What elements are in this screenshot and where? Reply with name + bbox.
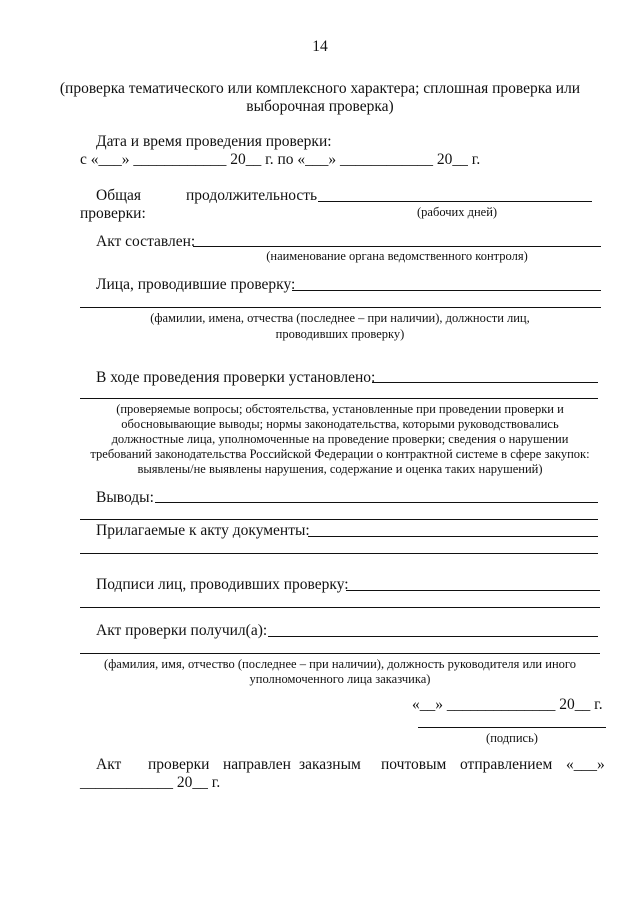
received-hint-line2: уполномоченного лица заказчика) bbox=[249, 672, 431, 686]
signatures-label: Подписи лиц, проводивших проверку: bbox=[96, 576, 349, 593]
received-label: Акт проверки получил(а): bbox=[96, 622, 268, 639]
inspectors-hint-line2: проводивших проверку) bbox=[275, 327, 405, 341]
sent-word-postal: почтовым bbox=[381, 756, 447, 773]
signatures-field-line-1[interactable] bbox=[346, 590, 600, 591]
attachments-field-line-2[interactable] bbox=[80, 553, 598, 554]
sent-date-line: ____________ 20__ г. bbox=[80, 774, 221, 791]
established-hint-line2: обосновывающие выводы; нормы законодательства, которыми руководствовались bbox=[121, 417, 559, 431]
date-time-range: с «___» ____________ 20__ г. по «___» ____________ 20__ г. bbox=[80, 151, 481, 168]
conclusions-label: Выводы: bbox=[96, 489, 154, 506]
inspectors-label: Лица, проводившие проверку: bbox=[96, 276, 296, 293]
conclusions-field-line-2[interactable] bbox=[80, 519, 598, 520]
signature-hint: (подпись) bbox=[486, 731, 538, 745]
page-number: 14 bbox=[312, 38, 328, 55]
act-compiled-label: Акт составлен: bbox=[96, 233, 196, 250]
inspectors-field-line-2[interactable] bbox=[80, 307, 601, 308]
established-hint-line5: выявлены/не выявлены нарушения, содержание и оценка таких нарушений) bbox=[137, 462, 543, 476]
signatures-field-line-2[interactable] bbox=[80, 607, 600, 608]
date-sign-date: «__» ______________ 20__ г. bbox=[412, 696, 603, 713]
established-label: В ходе проведения проверки установлено: bbox=[96, 369, 376, 386]
sent-word-registered: заказным bbox=[299, 756, 361, 773]
check-type-line2: выборочная проверка) bbox=[246, 98, 394, 115]
duration-word-check: проверки: bbox=[80, 205, 146, 222]
duration-word-length: продолжительность bbox=[186, 187, 318, 204]
sent-word-sent: направлен bbox=[223, 756, 291, 773]
inspectors-hint-line1: (фамилии, имена, отчества (последнее – при наличии), должности лиц, bbox=[150, 311, 530, 325]
attachments-field-line-1[interactable] bbox=[308, 536, 598, 537]
received-field-line-1[interactable] bbox=[268, 636, 598, 637]
sent-word-check: проверки bbox=[148, 756, 210, 773]
established-hint-line3: должностные лица, уполномоченные на проведение проверки; сведения о нарушении bbox=[111, 432, 569, 446]
duration-hint: (рабочих дней) bbox=[417, 205, 498, 219]
established-field-line-2[interactable] bbox=[80, 398, 598, 399]
sent-word-act: Акт bbox=[96, 756, 122, 773]
act-compiled-field-line[interactable] bbox=[193, 246, 601, 247]
sent-day-blank: «___» bbox=[566, 756, 605, 773]
attachments-label: Прилагаемые к акту документы: bbox=[96, 522, 310, 539]
duration-word-general: Общая bbox=[96, 187, 142, 204]
received-hint-line1: (фамилия, имя, отчество (последнее – при наличии), должность руководителя или иного bbox=[104, 657, 576, 671]
established-hint-line1: (проверяемые вопросы; обстоятельства, установленные при проведении проверки и bbox=[116, 402, 564, 416]
inspectors-field-line-1[interactable] bbox=[292, 290, 601, 291]
conclusions-field-line-1[interactable] bbox=[155, 502, 598, 503]
sent-word-dispatch: отправлением bbox=[460, 756, 553, 773]
date-time-label: Дата и время проведения проверки: bbox=[96, 133, 332, 150]
act-compiled-hint: (наименование органа ведомственного контроля) bbox=[266, 249, 528, 263]
duration-field-line[interactable] bbox=[318, 201, 592, 202]
established-field-line-1[interactable] bbox=[372, 382, 598, 383]
check-type-line1: (проверка тематического или комплексного характера; сплошная проверка или bbox=[59, 80, 581, 97]
established-hint-line4: требований законодательства Российской Федерации о контрактной системе в сфере закупок: bbox=[90, 447, 590, 461]
signature-field-line[interactable] bbox=[418, 727, 606, 728]
received-field-line-2[interactable] bbox=[80, 653, 600, 654]
